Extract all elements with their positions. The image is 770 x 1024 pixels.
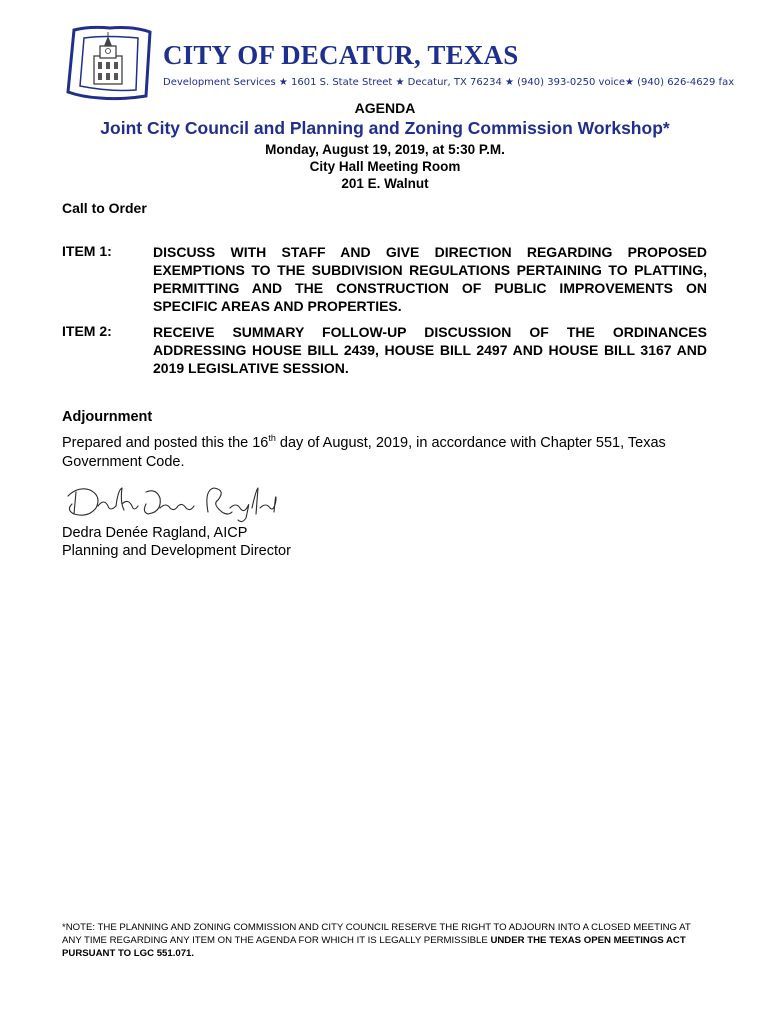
contact-line: Development Services ★ 1601 S. State Street ★ Decatur, TX 76234 ★ (940) 393-0250 voice★ (940) 626-4629 fax — [163, 77, 735, 88]
adjournment-heading: Adjournment — [62, 409, 153, 425]
agenda-label: AGENDA — [354, 100, 416, 116]
city-name-heading: CITY OF DECATUR, TEXAS — [163, 40, 519, 70]
meeting-address: 201 E. Walnut — [341, 176, 429, 191]
agenda-item-label: ITEM 2: — [62, 323, 112, 339]
closed-meeting-note — [62, 921, 712, 960]
agenda-item-label: ITEM 1: — [62, 243, 112, 259]
call-to-order: Call to Order — [62, 200, 147, 216]
meeting-location: City Hall Meeting Room — [309, 159, 461, 174]
note-text: *NOTE: THE PLANNING AND ZONING COMMISSION AND CITY COUNCIL RESERVE THE RIGHT TO ADJOURN INTO A CLOSED MEETING AT ANY TIME REGARDING ANY ITEM ON THE AGENDA FOR WHICH IT IS LEGALLY PERMISSIBLE — [62, 922, 691, 946]
handwritten-signature — [62, 478, 282, 524]
meeting-date: Monday, August 19, 2019, at 5:30 P.M. — [265, 142, 505, 157]
signer-name: Dedra Denée Ragland, AICP — [62, 525, 248, 541]
meeting-title: Joint City Council and Planning and Zoning Commission Workshop* — [100, 118, 670, 138]
posting-statement — [62, 434, 712, 472]
agenda-item-text: RECEIVE SUMMARY FOLLOW-UP DISCUSSION OF THE ORDINANCES ADDRESSING HOUSE BILL 2439, HOUSE BILL 2497 AND HOUSE BILL 3167 AND 2019 LEGISLATIVE SESSION. — [153, 324, 707, 376]
city-seal-courthouse-icon — [60, 22, 156, 102]
posting-text-start: Prepared and posted this the 16 — [62, 435, 269, 451]
day-ordinal-suffix: th — [268, 433, 276, 444]
posting-text-end: day of August, 2019, in accordance with Chapter 551, Texas Government Code. — [62, 435, 666, 470]
agenda-item-text: DISCUSS WITH STAFF AND GIVE DIRECTION REGARDING PROPOSED EXEMPTIONS TO THE SUBDIVISION REGULATIONS PERTAINING TO PLATTING, PERMITTING AND THE CONSTRUCTION OF PUBLIC IMPROVEMENTS ON SPECIFIC AREAS AND PROPERTIES. — [153, 244, 707, 314]
note-bold-text: UNDER THE TEXAS OPEN MEETINGS ACT PURSUANT TO LGC 551.071. — [62, 935, 686, 959]
signer-title: Planning and Development Director — [62, 543, 291, 559]
